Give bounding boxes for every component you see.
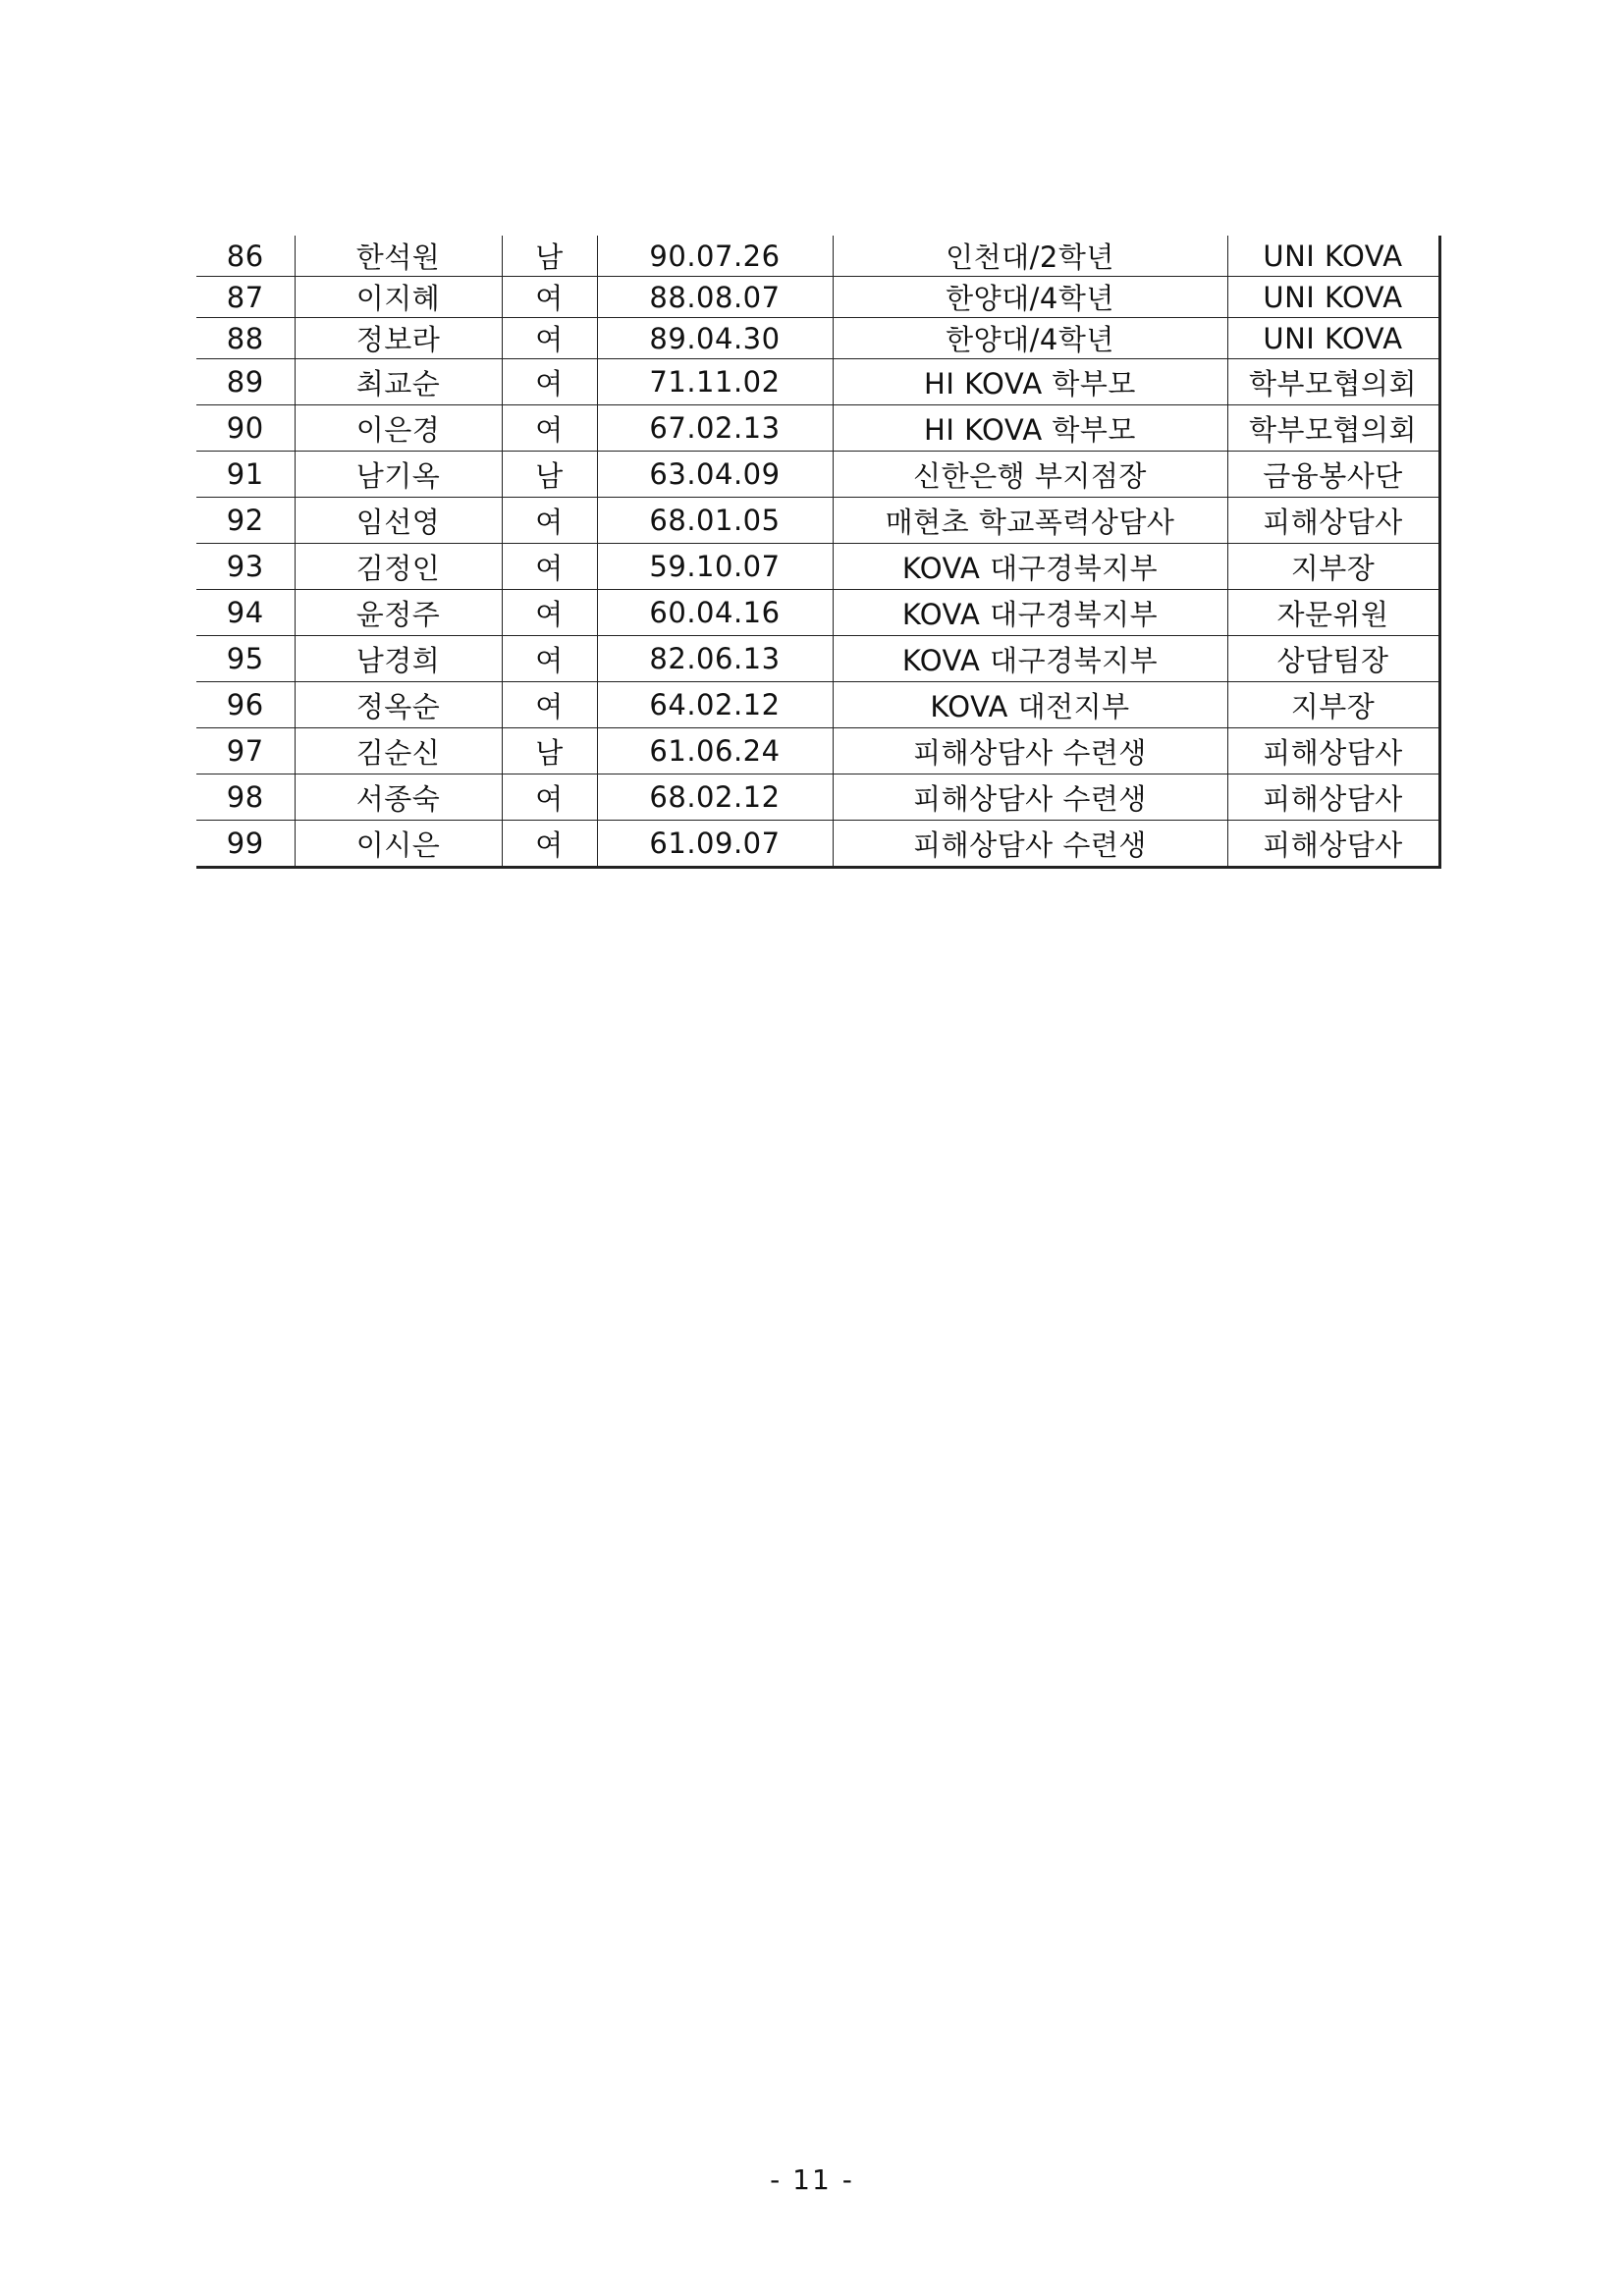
member-position: 지부장 <box>1227 682 1439 728</box>
table-row <box>196 821 1439 868</box>
member-affiliation: KOVA 대구경북지부 <box>833 544 1227 590</box>
member-position: 피해상담사 <box>1227 498 1439 544</box>
member-affiliation: HI KOVA 학부모 <box>833 405 1227 452</box>
member-name: 한석원 <box>295 236 502 277</box>
member-gender: 여 <box>502 405 597 452</box>
member-name: 서종숙 <box>295 774 502 821</box>
member-position: 학부모협의회 <box>1227 359 1439 405</box>
page-number: - 11 - <box>770 2163 854 2196</box>
member-position: 피해상담사 <box>1227 821 1439 868</box>
row-number: 92 <box>196 498 295 544</box>
member-birthdate: 63.04.09 <box>597 452 833 498</box>
member-position: UNI KOVA <box>1227 236 1439 277</box>
table-row <box>196 498 1439 544</box>
row-number: 89 <box>196 359 295 405</box>
member-name: 이지혜 <box>295 277 502 318</box>
row-number: 97 <box>196 728 295 774</box>
member-birthdate: 61.06.24 <box>597 728 833 774</box>
row-number: 87 <box>196 277 295 318</box>
table-row <box>196 636 1439 682</box>
member-table-body <box>196 236 1439 868</box>
member-gender: 여 <box>502 544 597 590</box>
member-position: UNI KOVA <box>1227 277 1439 318</box>
row-number: 98 <box>196 774 295 821</box>
row-number: 96 <box>196 682 295 728</box>
member-affiliation: 한양대/4학년 <box>833 318 1227 359</box>
member-gender: 여 <box>502 774 597 821</box>
member-name: 정보라 <box>295 318 502 359</box>
member-name: 남경희 <box>295 636 502 682</box>
table-row <box>196 590 1439 636</box>
member-affiliation: 신한은행 부지점장 <box>833 452 1227 498</box>
member-affiliation: 피해상담사 수련생 <box>833 728 1227 774</box>
member-gender: 여 <box>502 277 597 318</box>
member-affiliation: 피해상담사 수련생 <box>833 821 1227 868</box>
member-affiliation: 매현초 학교폭력상담사 <box>833 498 1227 544</box>
member-gender: 남 <box>502 728 597 774</box>
member-name: 이은경 <box>295 405 502 452</box>
table-row <box>196 405 1439 452</box>
member-affiliation: KOVA 대구경북지부 <box>833 590 1227 636</box>
member-affiliation: 피해상담사 수련생 <box>833 774 1227 821</box>
row-number: 86 <box>196 236 295 277</box>
member-name: 김순신 <box>295 728 502 774</box>
member-birthdate: 89.04.30 <box>597 318 833 359</box>
member-name: 이시은 <box>295 821 502 868</box>
member-position: 금융봉사단 <box>1227 452 1439 498</box>
table-row <box>196 277 1439 318</box>
member-affiliation: 한양대/4학년 <box>833 277 1227 318</box>
table-row <box>196 452 1439 498</box>
row-number: 93 <box>196 544 295 590</box>
table-row <box>196 544 1439 590</box>
table-row <box>196 774 1439 821</box>
member-birthdate: 68.02.12 <box>597 774 833 821</box>
member-position: 피해상담사 <box>1227 728 1439 774</box>
member-position: 지부장 <box>1227 544 1439 590</box>
member-birthdate: 59.10.07 <box>597 544 833 590</box>
member-affiliation: HI KOVA 학부모 <box>833 359 1227 405</box>
member-position: 학부모협의회 <box>1227 405 1439 452</box>
member-birthdate: 67.02.13 <box>597 405 833 452</box>
member-affiliation: 인천대/2학년 <box>833 236 1227 277</box>
member-gender: 남 <box>502 236 597 277</box>
row-number: 88 <box>196 318 295 359</box>
row-number: 90 <box>196 405 295 452</box>
member-birthdate: 71.11.02 <box>597 359 833 405</box>
table-row <box>196 359 1439 405</box>
table-row <box>196 682 1439 728</box>
member-position: UNI KOVA <box>1227 318 1439 359</box>
member-gender: 여 <box>502 590 597 636</box>
member-position: 피해상담사 <box>1227 774 1439 821</box>
member-gender: 여 <box>502 636 597 682</box>
member-gender: 여 <box>502 318 597 359</box>
member-affiliation: KOVA 대전지부 <box>833 682 1227 728</box>
member-affiliation: KOVA 대구경북지부 <box>833 636 1227 682</box>
table-row <box>196 236 1439 277</box>
row-number: 94 <box>196 590 295 636</box>
member-position: 자문위원 <box>1227 590 1439 636</box>
member-name: 윤정주 <box>295 590 502 636</box>
member-birthdate: 88.08.07 <box>597 277 833 318</box>
member-birthdate: 64.02.12 <box>597 682 833 728</box>
member-birthdate: 61.09.07 <box>597 821 833 868</box>
row-number: 95 <box>196 636 295 682</box>
member-name: 남기옥 <box>295 452 502 498</box>
member-gender: 여 <box>502 682 597 728</box>
member-gender: 여 <box>502 359 597 405</box>
row-number: 99 <box>196 821 295 868</box>
table-row <box>196 728 1439 774</box>
member-birthdate: 60.04.16 <box>597 590 833 636</box>
member-table <box>196 236 1441 869</box>
row-number: 91 <box>196 452 295 498</box>
table-row <box>196 318 1439 359</box>
member-name: 김정인 <box>295 544 502 590</box>
member-gender: 여 <box>502 498 597 544</box>
member-name: 정옥순 <box>295 682 502 728</box>
member-gender: 여 <box>502 821 597 868</box>
member-gender: 남 <box>502 452 597 498</box>
member-name: 임선영 <box>295 498 502 544</box>
member-birthdate: 82.06.13 <box>597 636 833 682</box>
member-position: 상담팀장 <box>1227 636 1439 682</box>
member-name: 최교순 <box>295 359 502 405</box>
member-birthdate: 68.01.05 <box>597 498 833 544</box>
member-birthdate: 90.07.26 <box>597 236 833 277</box>
